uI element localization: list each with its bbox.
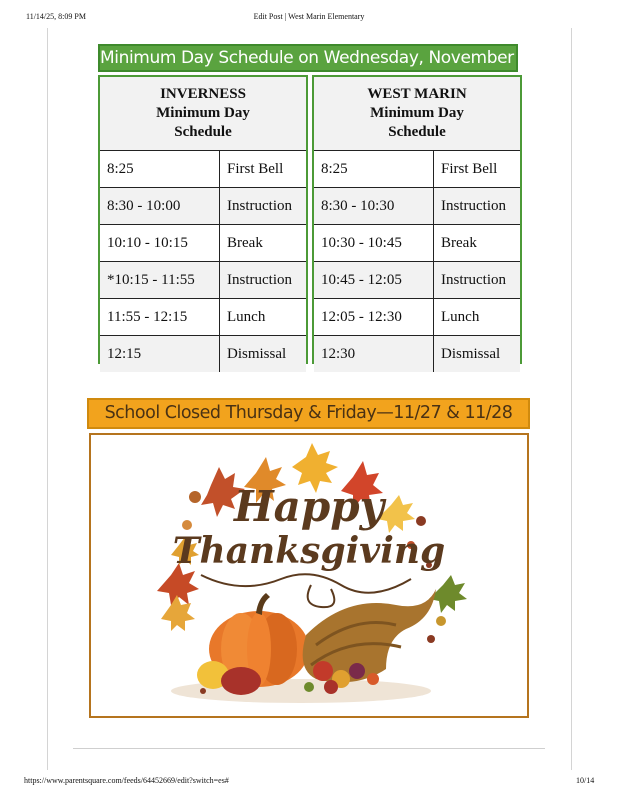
activity-cell: Lunch [441, 308, 480, 325]
print-date: 11/14/25, 8:09 PM [26, 12, 86, 21]
time-cell: 10:45 - 12:05 [314, 262, 434, 298]
table-row [100, 225, 306, 262]
time-cell: 8:30 - 10:00 [100, 188, 220, 224]
table-row [100, 188, 306, 225]
table-row [314, 336, 520, 372]
table-row [314, 299, 520, 336]
activity-cell: Break [441, 234, 477, 251]
school-name: WEST MARIN [367, 86, 467, 102]
time-cell: 8:30 - 10:30 [314, 188, 434, 224]
header-line: Minimum Day [370, 105, 464, 121]
cornucopia-icon [303, 589, 436, 694]
table-header [314, 77, 520, 151]
inverness-schedule-table [98, 75, 308, 364]
table-row [100, 151, 306, 188]
table-row [314, 262, 520, 299]
time-cell: 12:15 [100, 336, 220, 372]
activity-cell: Instruction [441, 197, 506, 214]
print-header [0, 6, 618, 20]
time-cell: 11:55 - 12:15 [100, 299, 220, 335]
activity-cell: Dismissal [441, 345, 501, 362]
time-cell: 8:25 [100, 151, 220, 187]
table-row [100, 262, 306, 299]
svg-text:Happy: Happy [233, 482, 385, 531]
activity-cell: First Bell [441, 160, 498, 177]
thanksgiving-artwork [91, 435, 527, 716]
activity-cell: Lunch [227, 308, 266, 325]
west-marin-schedule-table [312, 75, 522, 364]
table-row [314, 188, 520, 225]
table-header [100, 77, 306, 151]
header-line: Schedule [174, 124, 232, 140]
activity-cell: Instruction [227, 271, 292, 288]
time-cell: 8:25 [314, 151, 434, 187]
header-line: Schedule [388, 124, 446, 140]
activity-cell: First Bell [227, 160, 284, 177]
schedule-banner: Minimum Day Schedule on Wednesday, November 26 [98, 44, 518, 72]
table-row [314, 151, 520, 188]
time-cell: *10:15 - 11:55 [100, 262, 220, 298]
school-name: INVERNESS [160, 86, 246, 102]
page-url: https://www.parentsquare.com/feeds/64452669/edit?switch=es# [24, 776, 229, 785]
header-line: Minimum Day [156, 105, 250, 121]
svg-text:Thanksgiving: Thanksgiving [172, 530, 446, 572]
table-row [100, 336, 306, 372]
time-cell: 12:30 [314, 336, 434, 372]
table-row [100, 299, 306, 336]
time-cell: 12:05 - 12:30 [314, 299, 434, 335]
table-row [314, 225, 520, 262]
activity-cell: Dismissal [227, 345, 287, 362]
time-cell: 10:30 - 10:45 [314, 225, 434, 261]
activity-cell: Break [227, 234, 263, 251]
page-margin-line-right [571, 28, 572, 770]
activity-cell: Instruction [227, 197, 292, 214]
activity-cell: Instruction [441, 271, 506, 288]
page-number: 10/14 [576, 776, 595, 785]
school-closed-banner: School Closed Thursday & Friday—11/27 & 11/28 [87, 398, 530, 429]
bottom-divider [73, 748, 545, 749]
time-cell: 10:10 - 10:15 [100, 225, 220, 261]
page-margin-line-left [47, 28, 48, 770]
thanksgiving-illustration [89, 433, 529, 718]
print-page-title: Edit Post | West Marin Elementary [253, 12, 365, 21]
